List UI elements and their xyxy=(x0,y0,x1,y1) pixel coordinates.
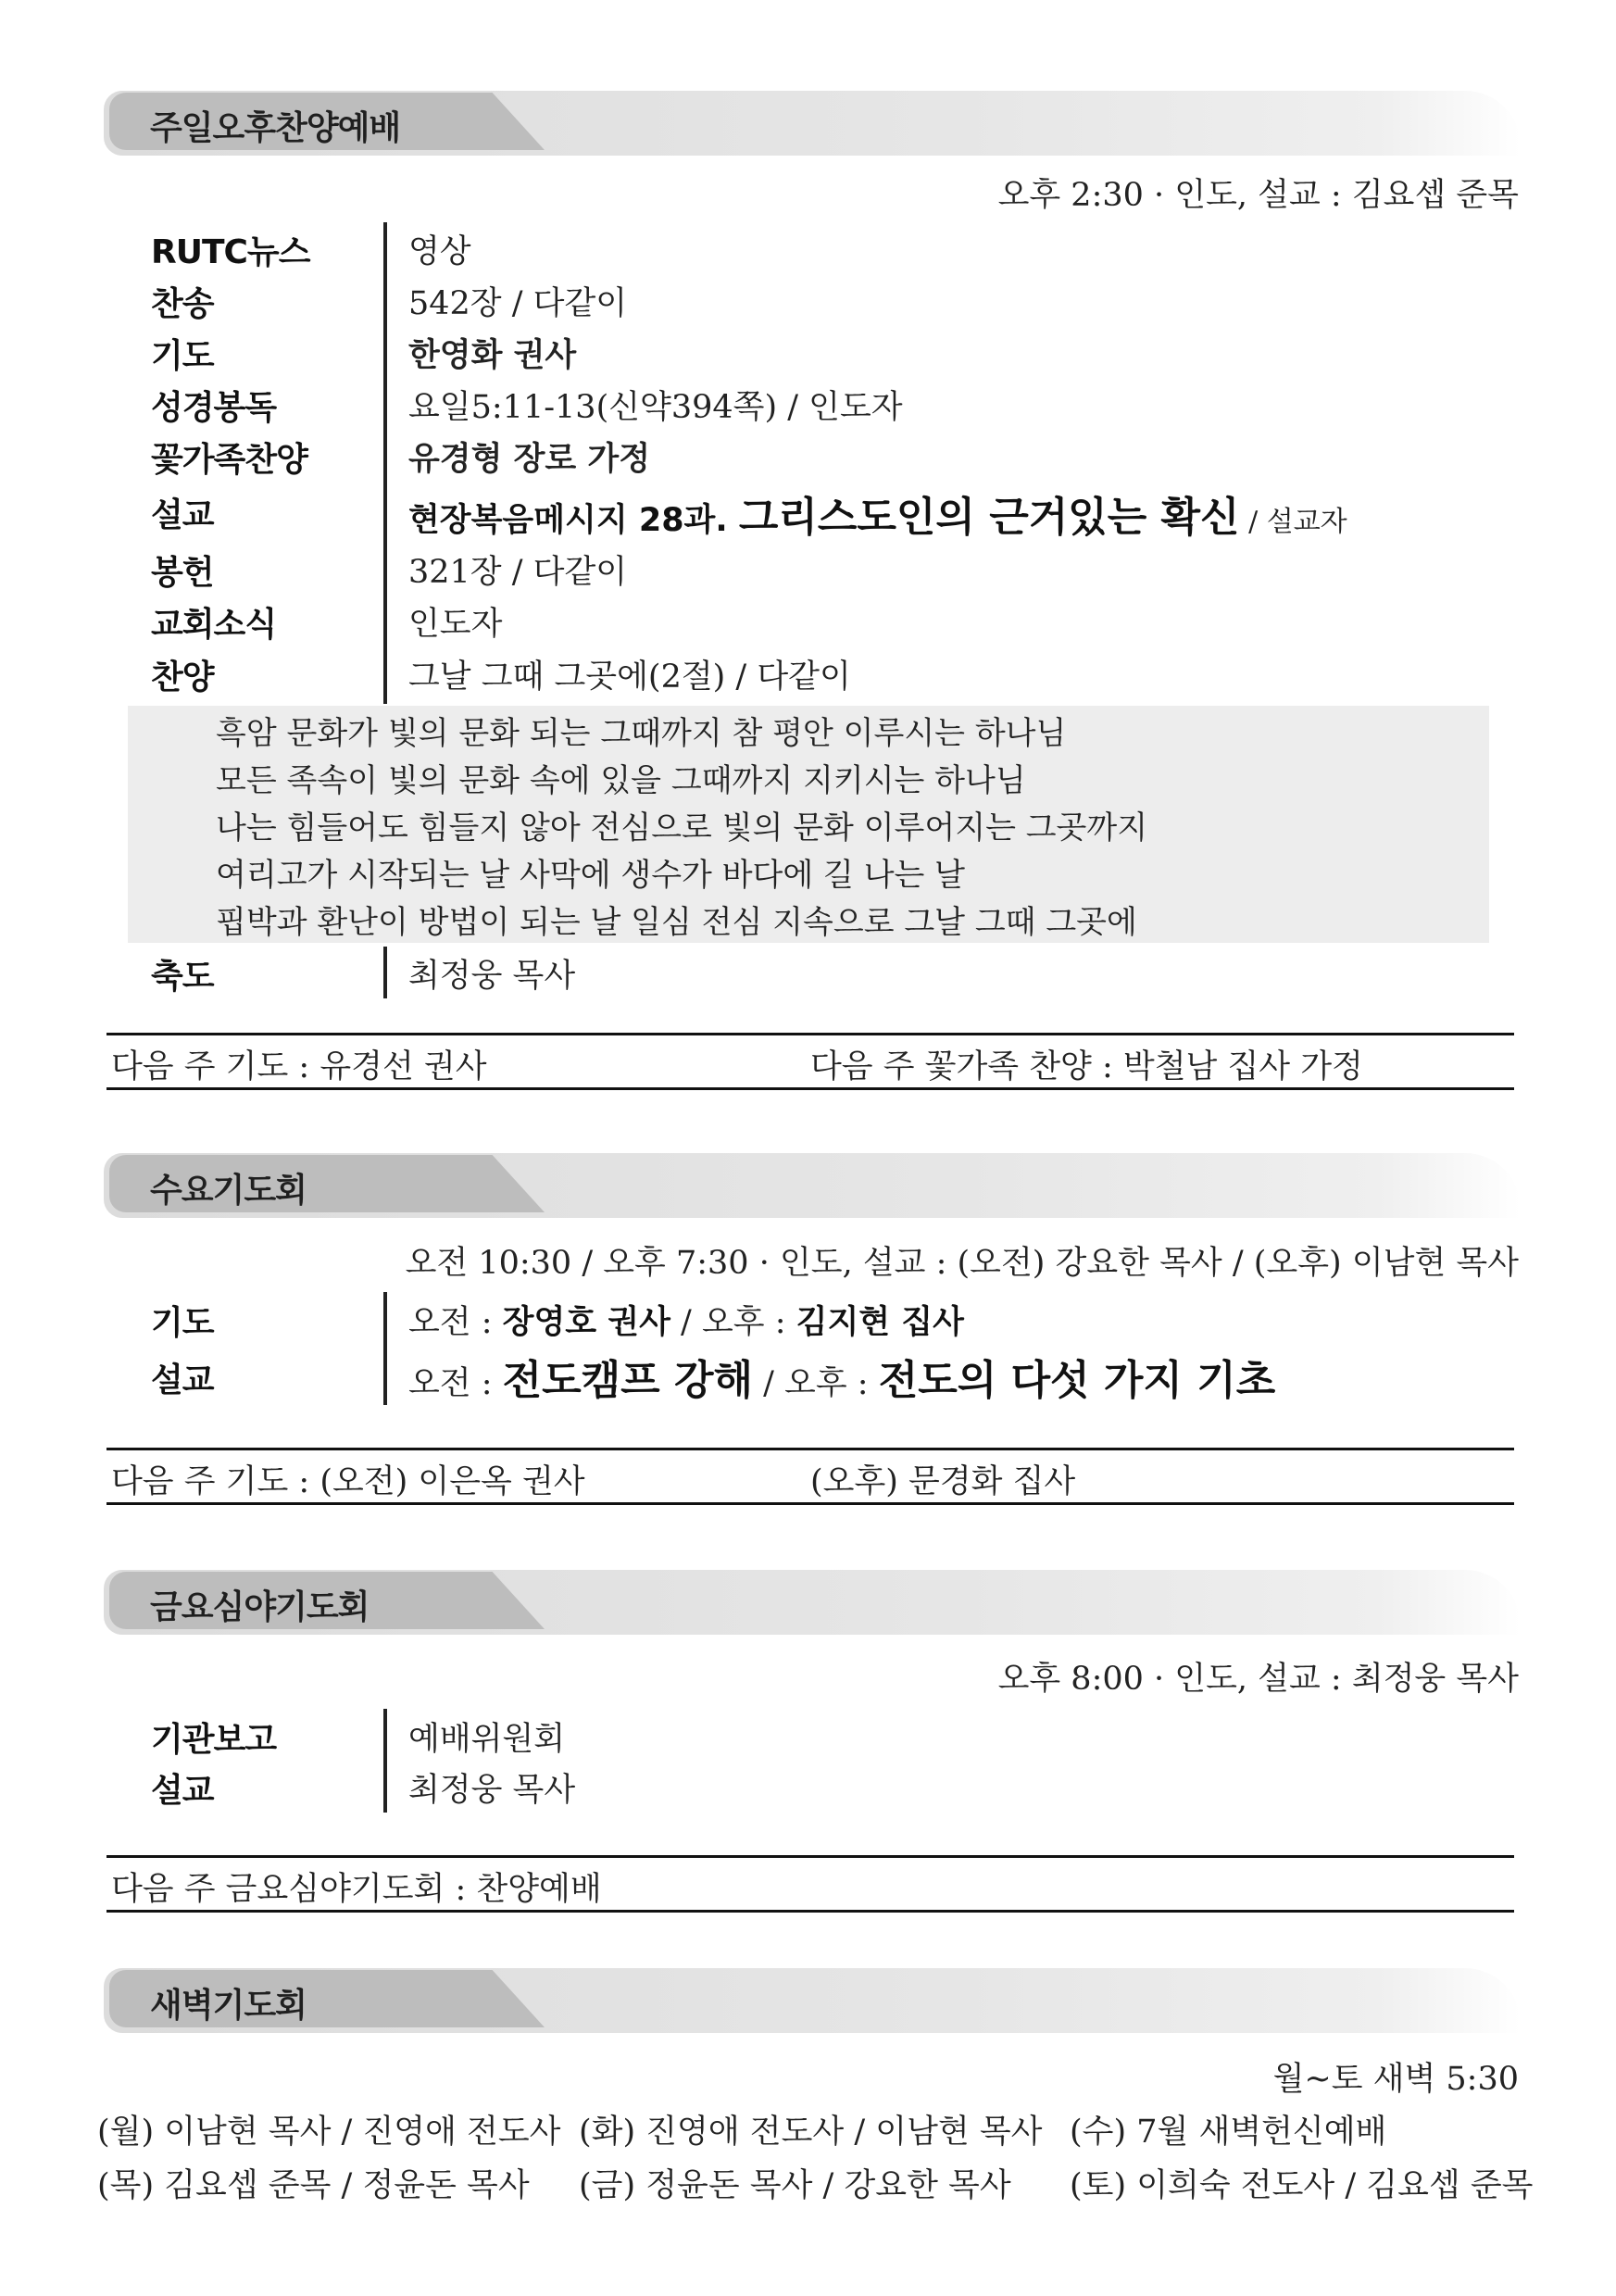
order-row-wed-prayer xyxy=(151,1297,1540,1349)
order-value: 영상 xyxy=(408,233,471,270)
order-label: RUTC뉴스 xyxy=(151,233,310,271)
order-row-offering xyxy=(151,546,1540,598)
order-row-family-praise xyxy=(151,433,1540,485)
order-label: 기도 xyxy=(151,1304,214,1342)
dawn-schedule-wed: (수) 7월 새벽헌신예배 xyxy=(1070,2114,1387,2151)
pm-prayer: 김지현 집사 xyxy=(795,1304,964,1341)
service-time: 월~토 새벽 5:30 xyxy=(1272,2061,1519,2098)
dawn-schedule-thu: (목) 김요셉 준목 / 정윤돈 목사 xyxy=(97,2167,530,2204)
lyrics-line: 여리고가 시작되는 날 사막에 생수가 바다에 길 나는 날 xyxy=(216,857,966,894)
next-week-pm: (오후) 문경화 집사 xyxy=(810,1463,1076,1500)
next-week-am: 다음 주 기도 : (오전) 이은옥 권사 xyxy=(111,1463,585,1500)
am-prefix: 오전 : xyxy=(408,1304,503,1341)
next-week-box xyxy=(106,1855,1514,1913)
section-title: 새벽기도회 xyxy=(150,1987,307,2025)
am-prayer: 장영호 권사 xyxy=(502,1304,670,1341)
order-label: 설교 xyxy=(151,1772,214,1810)
section-title: 금요심야기도회 xyxy=(150,1588,370,1626)
order-row-praise xyxy=(151,651,1540,703)
order-row-fri-sermon xyxy=(151,1764,1540,1816)
order-value: 유경형 장로 가정 xyxy=(408,441,651,478)
next-week-friday: 다음 주 금요심야기도회 : 찬양예배 xyxy=(111,1871,602,1908)
order-row-fri-report xyxy=(151,1713,1540,1765)
order-label: 성경봉독 xyxy=(151,389,277,427)
order-label: 찬송 xyxy=(151,285,214,323)
section-header-sunday xyxy=(104,91,1521,156)
order-value xyxy=(408,1297,964,1343)
order-row-news-church xyxy=(151,598,1540,650)
service-time: 오후 2:30 · 인도, 설교 : 김요셉 준목 xyxy=(997,177,1519,214)
sermon-by: / 설교자 xyxy=(1239,506,1347,538)
service-time: 오후 8:00 · 인도, 설교 : 최정웅 목사 xyxy=(997,1661,1519,1698)
next-week-box xyxy=(106,1033,1514,1090)
lyrics-box xyxy=(128,706,1489,943)
sermon-title: 그리스도인의 근거있는 확신 xyxy=(738,494,1240,541)
order-value: 인도자 xyxy=(408,606,503,643)
order-row-news xyxy=(151,226,1540,278)
pm-prefix: / 오후 : xyxy=(670,1304,796,1341)
order-label: 설교 xyxy=(151,496,214,534)
order-label: 꽃가족찬양 xyxy=(151,441,307,479)
section-title: 주일오후찬양예배 xyxy=(150,109,401,147)
order-value: 최정웅 목사 xyxy=(408,958,576,995)
order-row-prayer xyxy=(151,330,1540,382)
next-week-box xyxy=(106,1448,1514,1505)
lyrics-line: 핍박과 환난이 방법이 되는 날 일심 전심 지속으로 그날 그때 그곳에 xyxy=(216,904,1137,941)
next-week-flower: 다음 주 꽃가족 찬양 : 박철남 집사 가정 xyxy=(810,1048,1363,1085)
service-time: 오전 10:30 / 오후 7:30 · 인도, 설교 : (오전) 강요한 목사 / (오후) 이남현 목사 xyxy=(405,1245,1519,1282)
section-title: 수요기도회 xyxy=(150,1172,307,1210)
order-value: 321장 / 다같이 xyxy=(408,554,628,591)
order-row-sermon xyxy=(151,489,1540,541)
next-week-prayer: 다음 주 기도 : 유경선 권사 xyxy=(111,1048,487,1085)
section-header-wednesday xyxy=(104,1153,1521,1218)
order-label: 교회소식 xyxy=(151,606,277,644)
dawn-schedule-mon: (월) 이남현 목사 / 진영애 전도사 xyxy=(97,2114,561,2151)
lyrics-line: 흑암 문화가 빛의 문화 되는 그때까지 참 평안 이루시는 하나님 xyxy=(216,715,1067,752)
am-sermon: 전도캠프 강해 xyxy=(502,1357,754,1404)
order-label: 봉헌 xyxy=(151,554,214,592)
order-value: 그날 그때 그곳에(2절) / 다같이 xyxy=(408,659,851,696)
order-label: 기관보고 xyxy=(151,1721,277,1759)
order-label: 찬양 xyxy=(151,659,214,696)
order-label: 축도 xyxy=(151,958,214,996)
order-value: 542장 / 다같이 xyxy=(408,285,628,322)
order-value xyxy=(408,483,1347,543)
order-value xyxy=(408,1347,1275,1406)
pm-sermon: 전도의 다섯 가지 기초 xyxy=(878,1357,1276,1404)
order-label: 설교 xyxy=(151,1361,214,1399)
order-value: 예배위원회 xyxy=(408,1721,566,1758)
dawn-schedule-fri: (금) 정윤돈 목사 / 강요한 목사 xyxy=(579,2167,1011,2204)
order-value: 최정웅 목사 xyxy=(408,1772,576,1809)
order-label: 기도 xyxy=(151,337,214,375)
dawn-schedule-tue: (화) 진영애 전도사 / 이남현 목사 xyxy=(579,2114,1043,2151)
dawn-schedule-sat: (토) 이희숙 전도사 / 김요셉 준목 xyxy=(1070,2167,1534,2204)
order-row-scripture xyxy=(151,382,1540,433)
order-row-wed-sermon xyxy=(151,1354,1540,1406)
order-value: 요일5:11-13(신약394쪽) / 인도자 xyxy=(408,389,903,426)
lyrics-line: 모든 족속이 빛의 문화 속에 있을 그때까지 지키시는 하나님 xyxy=(216,762,1026,799)
lyrics-line: 나는 힘들어도 힘들지 않아 전심으로 빛의 문화 이루어지는 그곳까지 xyxy=(216,809,1148,847)
am-prefix: 오전 : xyxy=(408,1365,503,1402)
order-value: 한영화 권사 xyxy=(408,337,577,374)
order-row-hymn xyxy=(151,278,1540,330)
section-header-friday xyxy=(104,1570,1521,1635)
order-row-benediction xyxy=(151,950,1540,1002)
sermon-series: 현장복음메시지 28과. xyxy=(408,502,739,539)
section-header-dawn xyxy=(104,1968,1521,2033)
pm-prefix: / 오후 : xyxy=(753,1365,879,1402)
